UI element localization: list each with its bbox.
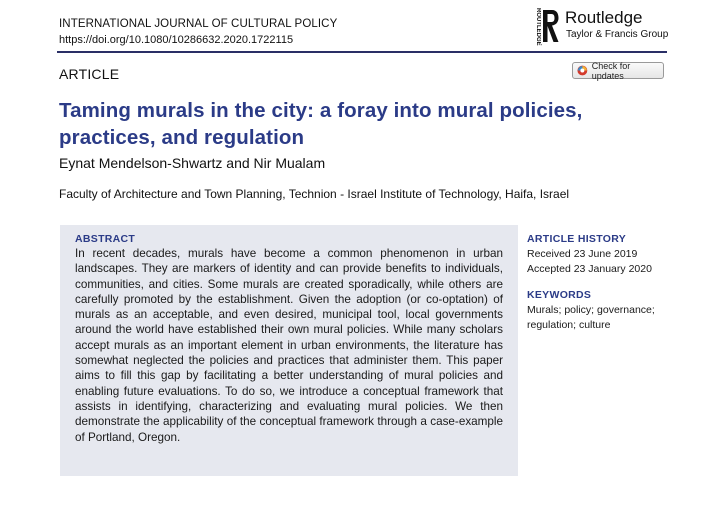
article-sidebar <box>527 233 677 332</box>
publisher-subname: Taylor & Francis Group <box>566 29 669 40</box>
publisher-name: Routledge <box>565 8 643 27</box>
check-for-updates-button[interactable] <box>572 62 664 79</box>
affiliation: Faculty of Architecture and Town Planning, Technion - Israel Institute of Technology, Haifa, Israel <box>59 187 570 201</box>
abstract-text: In recent decades, murals have become a common phenomenon in urban landscapes. They are markers of identity and can provide benefits to individuals, communities, and cities. Some murals are created sporadically, while others are carefully promoted by the establishment. Given the adoption (or co-optation) of murals as an acceptable, and even desired, municipal tool, local governments around the world have established their own mural policies. While many scholars accept murals as an important element in urban environments, the literature has somewhat neglected the policies and practices that administer them. This paper aims to fill this gap by facilitating a better understanding of mural policies and enabling future evaluations. To do so, we introduce a conceptual framework that assists in identifying, characterizing and evaluating mural policies. We then demonstrate the applicability of the conceptual framework through a case-example of Portland, Oregon. <box>75 247 503 444</box>
abstract-box <box>60 225 518 476</box>
article-type: ARTICLE <box>59 66 120 82</box>
keywords-line-2: regulation; culture <box>527 318 611 331</box>
publisher-logo <box>531 6 671 46</box>
article-history-heading: ARTICLE HISTORY <box>527 233 627 245</box>
abstract-heading: ABSTRACT <box>75 233 136 245</box>
check-for-updates-label: Check for updates <box>591 60 631 81</box>
keywords-line-1: Murals; policy; governance; <box>527 304 655 316</box>
crossmark-icon <box>577 65 588 76</box>
accepted-date: Accepted 23 January 2020 <box>527 262 652 275</box>
publisher-side-text: ROUTLEDGE <box>535 8 541 46</box>
keywords-heading: KEYWORDS <box>527 289 592 301</box>
header-divider <box>57 51 667 53</box>
received-date: Received 23 June 2019 <box>527 248 638 260</box>
journal-name: INTERNATIONAL JOURNAL OF CULTURAL POLICY <box>59 18 338 30</box>
doi-link[interactable]: https://doi.org/10.1080/10286632.2020.1722115 <box>59 34 294 46</box>
authors: Eynat Mendelson-Shwartz and Nir Mualam <box>59 155 326 171</box>
article-title: Taming murals in the city: a foray into mural policies, practices, and regulation <box>59 99 583 149</box>
routledge-r-logo-icon <box>531 8 559 44</box>
